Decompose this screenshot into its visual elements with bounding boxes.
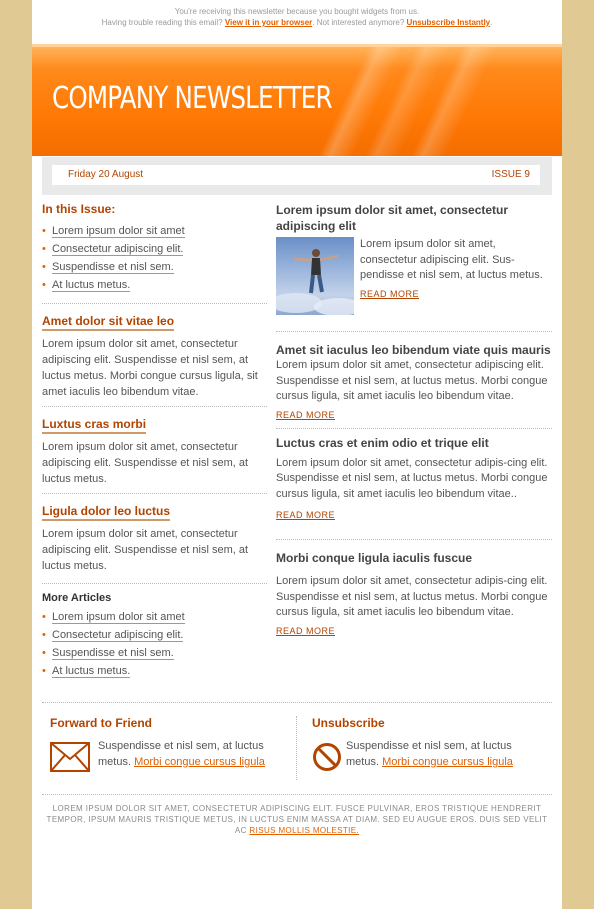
right-article: [276, 435, 552, 524]
unsubscribe-box: [312, 716, 552, 778]
right-article-title[interactable]: Morbi conque ligula iaculis fuscue: [276, 551, 473, 565]
left-article-body: Lorem ipsum dolor sit amet, consectetur adipiscing elit. Suspendisse et nisl sem, at luctus metus.: [42, 441, 249, 485]
forward-to-friend-box: [50, 716, 290, 778]
footer: [42, 803, 552, 836]
feature-article: [276, 202, 552, 315]
preheader-line1: You're receiving this newsletter because you bought widgets from us.: [174, 7, 420, 16]
envelope-icon[interactable]: [50, 742, 90, 777]
list-item[interactable]: [42, 626, 267, 644]
left-article-title[interactable]: Ligula dolor leo luctus: [42, 504, 170, 521]
right-article-body: Lorem ipsum dolor sit amet, consectetur adipis-cing elit. Suspendisse et nisl sem, at luctus metus. Morbi congue cursus ligula, sit amet iaculis leo bibendum vitae.: [276, 575, 548, 618]
banner-title: COMPANY NEWSLETTER: [52, 81, 332, 116]
vertical-divider: [296, 716, 297, 780]
forward-text: [98, 738, 288, 770]
issue-date: Friday 20 August: [68, 169, 144, 180]
footer-text: LOREM IPSUM DOLOR SIT AMET, CONSECTETUR ADIPISCING ELIT. FUSCE PULVINAR, EROS TRISTIQUE HENDRERIT TEMPOR, IPSUM MAURIS TRISTIQUE METUS, IN LUCTUS ENIM MASSA AT DIAM. SED EU AUGUE EROS. DUIS SED VELIT AC: [46, 804, 548, 835]
divider: [276, 428, 552, 429]
in-this-issue-list: [42, 222, 267, 294]
unsubscribe-description: Suspendisse et nisl sem, at luctus metus.: [346, 740, 512, 768]
left-article: [42, 502, 267, 574]
issue-link[interactable]: At luctus metus.: [52, 279, 131, 291]
no-entry-icon[interactable]: [312, 742, 342, 777]
read-more-link[interactable]: READ MORE: [360, 288, 420, 299]
list-item[interactable]: [42, 240, 267, 258]
divider: [42, 794, 552, 795]
more-articles-list: [42, 608, 267, 680]
issue-link[interactable]: Suspendisse et nisl sem.: [52, 261, 174, 273]
more-article-link[interactable]: Consectetur adipiscing elit.: [52, 629, 184, 641]
right-article: [276, 342, 552, 423]
view-in-browser-link[interactable]: View it in your browser: [224, 18, 313, 27]
date-bar-wrapper: [42, 157, 552, 195]
divider: [276, 331, 552, 332]
list-item[interactable]: [42, 608, 267, 626]
preheader-suffix: .: [490, 18, 493, 27]
left-article-title[interactable]: Amet dolor sit vitae leo: [42, 314, 174, 331]
divider: [42, 583, 267, 584]
header-banner: [32, 44, 562, 156]
preheader-prefix: Having trouble reading this email?: [101, 18, 223, 27]
divider: [276, 539, 552, 540]
left-article-body: Lorem ipsum dolor sit amet, consectetur adipiscing elit. Suspendisse et nisl sem, at luctus metus.: [42, 528, 249, 572]
divider: [42, 303, 267, 304]
list-item[interactable]: [42, 222, 267, 240]
list-item[interactable]: [42, 644, 267, 662]
issue-link[interactable]: Lorem ipsum dolor sit amet: [52, 225, 185, 237]
in-this-issue-heading: In this Issue:: [42, 202, 116, 216]
left-article: [42, 415, 267, 487]
feature-article-title[interactable]: Lorem ipsum dolor sit amet, consectetur adipiscing elit: [276, 203, 509, 233]
article-photo: [276, 237, 354, 315]
unsubscribe-heading: Unsubscribe: [312, 716, 385, 730]
forward-description: Suspendisse et nisl sem, at luctus metus.: [98, 740, 264, 768]
preheader-mid: . Not interested anymore?: [312, 18, 405, 27]
more-article-link[interactable]: Suspendisse et nisl sem.: [52, 647, 174, 659]
divider: [42, 702, 552, 703]
right-article: [276, 550, 552, 639]
issue-number: ISSUE 9: [491, 169, 530, 180]
unsubscribe-body: [312, 738, 552, 778]
unsubscribe-link[interactable]: Morbi congue cursus ligula: [382, 756, 513, 768]
read-more-link[interactable]: READ MORE: [276, 409, 336, 420]
list-item[interactable]: [42, 276, 267, 294]
date-bar: [52, 165, 540, 185]
forward-link[interactable]: Morbi congue cursus ligula: [134, 756, 265, 768]
more-article-link[interactable]: At luctus metus.: [52, 665, 131, 677]
left-article-body: Lorem ipsum dolor sit amet, consectetur adipiscing elit. Suspendisse et nisl sem, at luctus metus. Morbi congue cursus ligula, sit amet iaculis leo bibendum vitae.: [42, 338, 258, 398]
preheader-line2: [32, 17, 562, 28]
read-more-link[interactable]: READ MORE: [276, 510, 336, 520]
more-articles-heading: More Articles: [42, 592, 112, 604]
issue-link[interactable]: Consectetur adipiscing elit.: [52, 243, 184, 255]
feature-article-body: Lorem ipsum dolor sit amet, consectetur adipiscing elit. Sus-pendisse et nisl sem, at luctus metus.: [360, 238, 543, 281]
list-item[interactable]: [42, 258, 267, 276]
unsubscribe-text: [346, 738, 536, 770]
divider: [42, 406, 267, 407]
right-article-title[interactable]: Luctus cras et enim odio et trique elit: [276, 435, 489, 450]
newsletter-page: [32, 0, 562, 909]
right-article-body: Lorem ipsum dolor sit amet, consectetur adipis-cing elit. Suspendisse et nisl sem, at luctus metus. Morbi congue cursus ligula, sit amet iaculis leo bibendum vitae..: [276, 456, 548, 500]
left-article-title[interactable]: Luxtus cras morbi: [42, 417, 146, 434]
left-article: [42, 312, 267, 400]
jumping-man-image: [276, 237, 354, 315]
forward-heading: Forward to Friend: [50, 716, 152, 730]
left-column: [42, 202, 267, 680]
right-article-body: Lorem ipsum dolor sit amet, consectetur adipiscing elit. Suspendisse et nisl sem, at luctus metus. Morbi congue cursus ligula, sit amet iaculis leo bibendum vitae.: [276, 359, 548, 402]
forward-body: [50, 738, 290, 778]
unsubscribe-instantly-link[interactable]: Unsubscribe Instantly: [406, 18, 491, 27]
read-more-link[interactable]: READ MORE: [276, 625, 336, 636]
more-article-link[interactable]: Lorem ipsum dolor sit amet: [52, 611, 185, 623]
preheader: [32, 6, 562, 28]
list-item[interactable]: [42, 662, 267, 680]
divider: [42, 493, 267, 494]
right-column: [276, 202, 552, 639]
right-article-title[interactable]: Amet sit iaculus leo bibendum viate quis mauris: [276, 343, 551, 357]
footer-link[interactable]: RISUS MOLLIS MOLESTIE.: [249, 826, 360, 835]
